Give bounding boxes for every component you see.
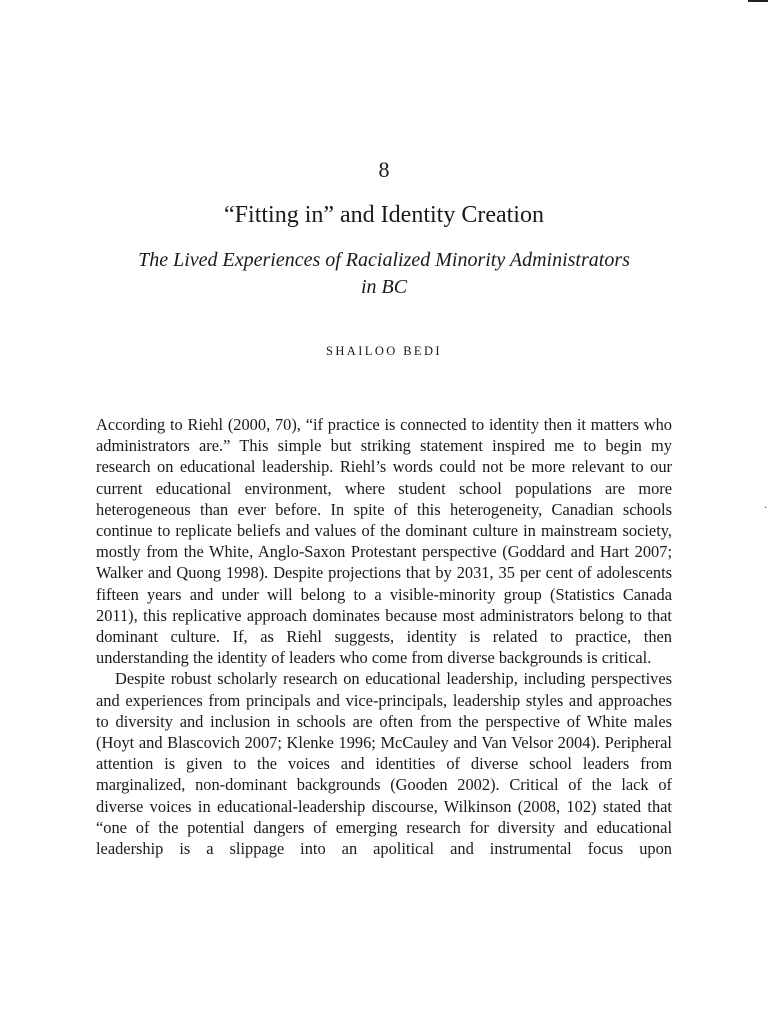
chapter-title: “Fitting in” and Identity Creation	[224, 202, 544, 228]
body-text	[96, 414, 672, 859]
page-edge-mark: ·	[764, 503, 768, 514]
paragraph-2: Despite robust scholarly research on educational leadership, including perspectives and experiences from principals and vice-principals, leadership styles and approaches to diversity and inclusion in schools are often from the perspective of White males (Hoyt and Blascovich 2007; Klenke 1996; McCauley and Van Velsor 2004). Peripheral attention is given to the voices and identities of diverse school leaders from marginalized, non-dominant backgrounds (Gooden 2002). Critical of the lack of diverse voices in educational-leadership discourse, Wilkinson (2008, 102) stated that “one of the potential dangers of emerging research for diversity and educational leadership is a slippage into an apolitical and instrumental focus upon	[96, 669, 672, 859]
chapter-subtitle: The Lived Experiences of Racialized Minority Administrators in BC	[138, 249, 630, 298]
author-name: SHAILOO BEDI	[326, 344, 442, 358]
chapter-number: 8	[378, 157, 390, 182]
page-edge-rule	[748, 0, 768, 2]
paragraph-1: According to Riehl (2000, 70), “if practice is connected to identity then it matters who administrators are.” This simple but striking statement inspired me to begin my research on educational leadership. Riehl’s words could not be more relevant to our current educational environment, where student school populations are more heterogeneous than ever before. In spite of this heterogeneity, Canadian schools continue to replicate beliefs and values of the dominant culture in mainstream society, mostly from the White, Anglo-Saxon Protestant perspective (Goddard and Hart 2007; Walker and Quong 1998). Despite projections that by 2031, 35 per cent of adolescents fifteen years and under will belong to a visible-minority group (Statistics Canada 2011), this replicative approach dominates because most administrators belong to that dominant culture. If, as Riehl suggests, identity is related to practice, then understanding the identity of leaders who come from diverse backgrounds is critical.	[96, 415, 672, 668]
